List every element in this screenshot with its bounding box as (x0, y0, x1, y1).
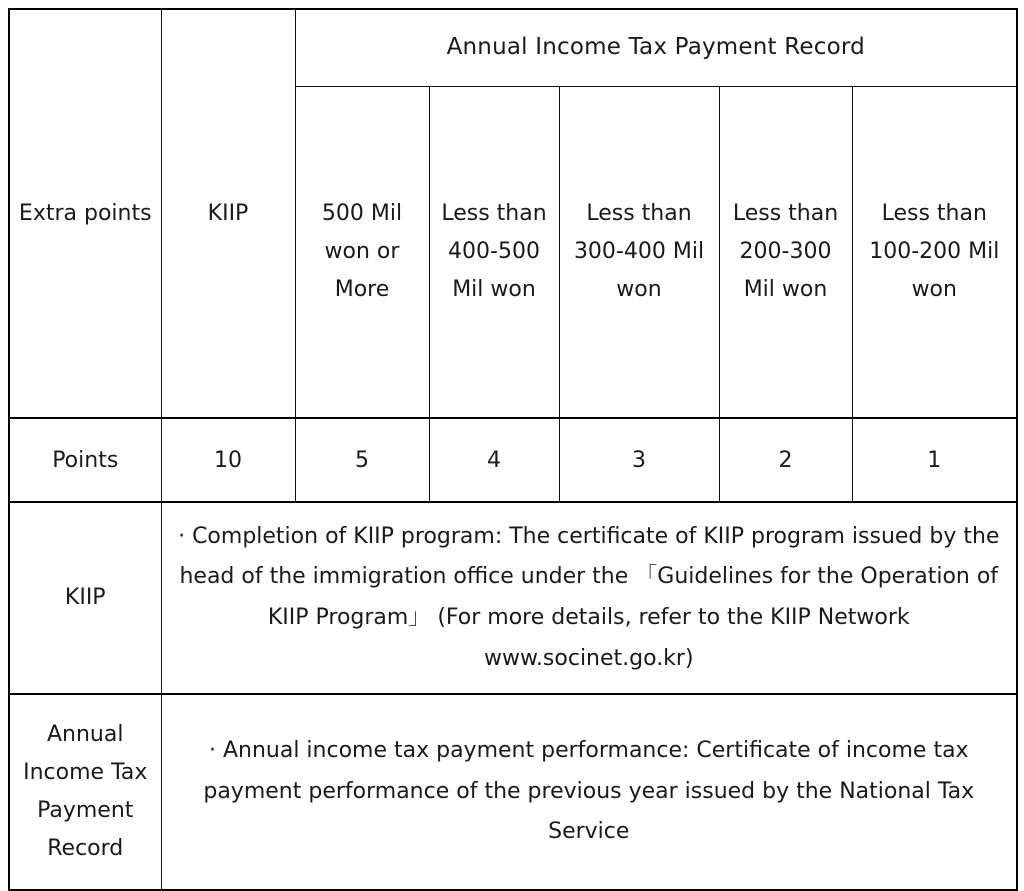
points-value-300-400-mil: 3 (559, 418, 719, 502)
points-value-400-500-mil: 4 (429, 418, 559, 502)
header-cell-extra-points: Extra points (9, 9, 161, 418)
bracket-header-100-200-mil: Less than 100-200 Mil won (852, 86, 1017, 418)
bracket-header-400-500-mil: Less than 400-500 Mil won (429, 86, 559, 418)
bracket-header-200-300-mil: Less than 200-300 Mil won (719, 86, 852, 418)
points-row-label: Points (9, 418, 161, 502)
points-value-100-200-mil: 1 (852, 418, 1017, 502)
table-row-group-header (9, 9, 1017, 86)
extra-points-criteria-table (8, 8, 1018, 891)
table-row-tax-description (9, 694, 1017, 890)
tax-description-text: · Annual income tax payment performance: Certificate of income tax payment performance of the previous year issued by the National Tax Service (161, 694, 1017, 890)
table-row-points (9, 418, 1017, 502)
points-value-200-300-mil: 2 (719, 418, 852, 502)
header-cell-annual-income-tax-payment-record: Annual Income Tax Payment Record (295, 9, 1017, 86)
table-row-kiip-description (9, 502, 1017, 694)
points-value-500-mil-or-more: 5 (295, 418, 429, 502)
points-value-kiip: 10 (161, 418, 295, 502)
header-cell-kiip: KIIP (161, 9, 295, 418)
kiip-description-text: · Completion of KIIP program: The certificate of KIIP program issued by the head of the immigration office under the 「Guidelines for the Operation of KIIP Program」 (For more details, refer to the KIIP Network www.socinet.go.kr) (161, 502, 1017, 694)
bracket-header-500-mil-or-more: 500 Mil won or More (295, 86, 429, 418)
tax-description-label: Annual Income Tax Payment Record (9, 694, 161, 890)
kiip-description-label: KIIP (9, 502, 161, 694)
bracket-header-300-400-mil: Less than 300-400 Mil won (559, 86, 719, 418)
